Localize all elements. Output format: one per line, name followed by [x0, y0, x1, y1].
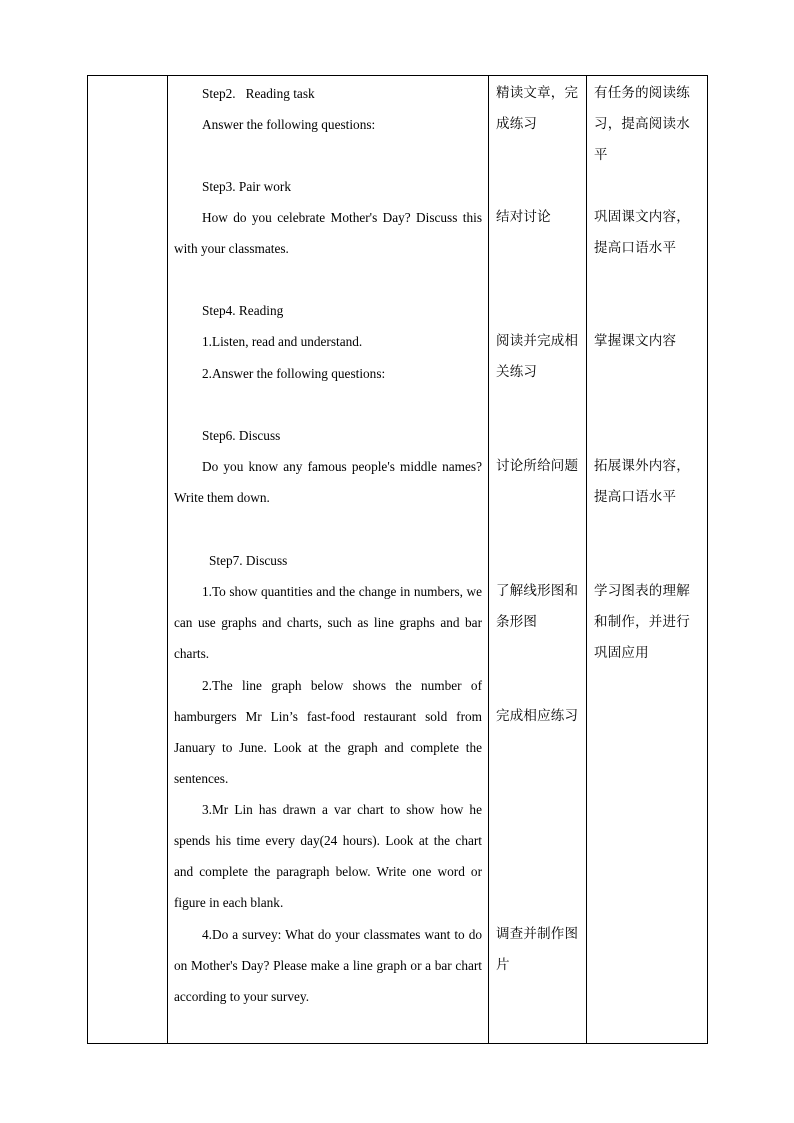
purpose-4: 拓展课外内容，提高口语水平	[594, 458, 690, 505]
step7-item-4: 4.Do a survey: What do your classmates want to do on Mother's Day? Please make a line graph or a bar chart according to your survey.	[174, 927, 482, 1004]
activity-4: 讨论所给问题	[496, 458, 579, 474]
activity-5: 了解线形图和条形图	[496, 583, 579, 630]
teaching-steps-cell	[168, 76, 489, 1044]
activity-6: 完成相应练习	[496, 708, 579, 724]
step2-instruction: Answer the following questions:	[202, 117, 376, 132]
step4-item-2: 2.Answer the following questions:	[202, 366, 386, 381]
step7-item-3: 3.Mr Lin has drawn a var chart to show how he spends his time every day(24 hours). Look at the chart and complete the paragraph below. Write one word or figure in each blank.	[174, 802, 482, 910]
student-activity-cell	[489, 76, 587, 1044]
lesson-plan-table-wrapper	[87, 75, 707, 1044]
activity-3: 阅读并完成相关练习	[496, 333, 579, 380]
step3-body: How do you celebrate Mother's Day? Discuss this with your classmates.	[174, 210, 482, 256]
step7-title: Step7. Discuss	[209, 553, 288, 568]
step7-item-2: 2.The line graph below shows the number of hamburgers Mr Lin’s fast-food restaurant sold from January to June. Look at the graph and complete the sentences.	[174, 678, 482, 786]
step4-item-1: 1.Listen, read and understand.	[202, 334, 363, 349]
step2-title: Step2. Reading task	[202, 86, 315, 101]
activity-2: 结对讨论	[496, 209, 551, 225]
step4-title: Step4. Reading	[202, 303, 284, 318]
step6-body: Do you know any famous people's middle names? Write them down.	[174, 459, 482, 505]
activity-1: 精读文章，完成练习	[496, 85, 579, 132]
stage-cell	[88, 76, 168, 1044]
purpose-2: 巩固课文内容，提高口语水平	[594, 209, 690, 256]
design-purpose-cell	[587, 76, 708, 1044]
lesson-plan-table	[87, 75, 708, 1044]
step6-title: Step6. Discuss	[202, 428, 281, 443]
step7-item-1: 1.To show quantities and the change in numbers, we can use graphs and charts, such as line graphs and bar charts.	[174, 584, 482, 661]
purpose-5: 学习图表的理解和制作，并进行巩固应用	[594, 583, 690, 661]
step3-title: Step3. Pair work	[202, 179, 292, 194]
purpose-1: 有任务的阅读练习，提高阅读水平	[594, 85, 690, 163]
activity-7: 调查并制作图片	[496, 926, 579, 973]
purpose-3: 掌握课文内容	[594, 333, 677, 349]
